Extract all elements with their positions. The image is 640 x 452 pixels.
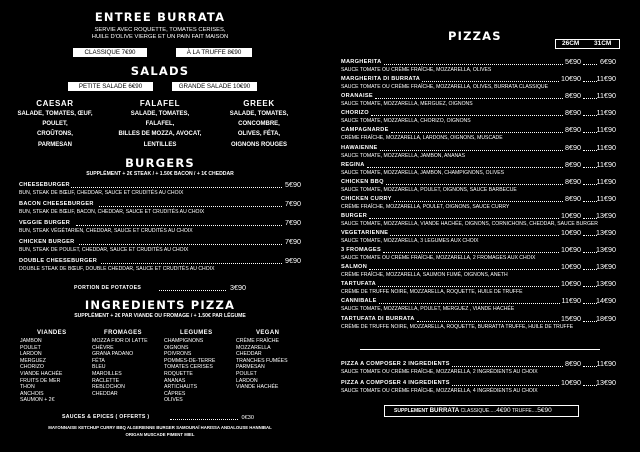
ingredient: CHEDDAR bbox=[92, 390, 118, 397]
leader-dots bbox=[583, 64, 597, 65]
pizza-price-26: 8€90 bbox=[565, 176, 581, 186]
potatoes-row bbox=[74, 285, 246, 295]
pizza-name: CHORIZO bbox=[341, 110, 369, 117]
pizza-description: SAUCE TOMATE, MOZZARELLA, CHORIZO, OIGNONS bbox=[341, 118, 471, 125]
entree-option-classique: CLASSIQUE 7€90 bbox=[73, 48, 147, 57]
burger-description: BUN, STEAK VÉGÉTARIEN, CHEDDAR, SAUCE ET CRUDITÉS AU CHOIX bbox=[19, 228, 193, 234]
leader-dots bbox=[583, 98, 597, 99]
salad-caesar-line: PARMESAN bbox=[38, 141, 72, 148]
burrata-sup-word: BURRATA bbox=[429, 407, 460, 414]
leader-dots bbox=[394, 201, 563, 202]
entree-title: ENTREE BURRATA bbox=[94, 10, 226, 24]
pizza-name: ORANAISE bbox=[341, 93, 373, 100]
ingredient: CHÈVRE bbox=[92, 344, 114, 351]
burger-price: 7€90 bbox=[285, 199, 301, 208]
leader-dots bbox=[583, 269, 597, 270]
pizza-description: SAUCE TOMATE, MOZZARELLA, POULET, MERGUEZ , VIANDE HACHÉE bbox=[341, 306, 515, 313]
pizza-price-31: 13€90 bbox=[596, 279, 616, 289]
leader-dots bbox=[583, 235, 597, 236]
sauces-label: SAUCES & EPICES ( OFFERTS ) bbox=[62, 414, 150, 420]
pizza-item bbox=[341, 380, 616, 395]
sauces-list-2: ORIGAN MUSCADE PIMENT MIEL bbox=[125, 432, 195, 437]
leader-dots bbox=[380, 150, 563, 151]
leader-dots bbox=[170, 419, 238, 420]
ingredient: JAMBON bbox=[20, 338, 42, 344]
burger-price: 7€90 bbox=[285, 218, 301, 227]
ingredient: POMMES-DE-TERRE bbox=[164, 357, 216, 364]
ingredient: OIGNONS bbox=[164, 344, 189, 351]
pizza-price-26: 10€90 bbox=[561, 74, 581, 84]
burger-price: 7€90 bbox=[285, 237, 301, 246]
leader-dots bbox=[384, 64, 564, 65]
pizza-price-26: 10€90 bbox=[561, 245, 581, 255]
burger-name: BACON CHEESEBURGER bbox=[19, 201, 94, 207]
salad-caesar-line: POULET, bbox=[42, 121, 68, 128]
pizza-description: CRÈME FRAÎCHE, MOZZARELLA, POULET, OIGNONS, SAUCE CURRY bbox=[341, 203, 510, 210]
burger-description: BUN, STEAK DE BŒUF, BACON, CHEDDAR, SAUCE ET CRUDITÉS AU CHOIX bbox=[19, 209, 205, 215]
ingredient: MOZZARELLA bbox=[236, 344, 271, 351]
ingredient: GRANA PADANO bbox=[92, 351, 134, 358]
ingredients-supplement: SUPPLÉMENT + 2€ PAR VIANDE OU FROMAGE / + 1.50€ PAR LÉGUME bbox=[74, 313, 246, 319]
ingredient: MOZZA FIOR DI LATTE bbox=[92, 338, 148, 344]
pizza-name: PIZZA A COMPOSER 2 INGREDIENTS bbox=[341, 361, 450, 367]
salad-falafel-line: BILLES DE MOZZA, AVOCAT, bbox=[118, 131, 202, 138]
pizza-item bbox=[341, 127, 616, 142]
burger-price: 9€90 bbox=[285, 256, 301, 265]
ingredient: CHEDDAR bbox=[236, 351, 262, 358]
ingredients-vegan bbox=[236, 329, 288, 391]
pizza-size-26: 26CM bbox=[562, 40, 580, 47]
burger-item bbox=[19, 239, 301, 254]
pizza-price-26: 8€90 bbox=[565, 359, 581, 368]
burrata-sup-price-truffe: 5€90 bbox=[537, 407, 552, 414]
pizza-price-26: 10€90 bbox=[561, 210, 581, 220]
leader-dots bbox=[378, 286, 559, 287]
salad-falafel-name: FALAFEL bbox=[139, 99, 181, 108]
ingredient: CÂPRES bbox=[164, 390, 186, 397]
pizza-price-26: 10€90 bbox=[561, 262, 581, 272]
ingredient: CHORIZO bbox=[20, 364, 44, 371]
salad-falafel-line: FALAFEL, bbox=[145, 121, 175, 128]
leader-dots bbox=[383, 252, 559, 253]
salad-greek-line: OIGNONS ROUGES bbox=[230, 141, 287, 148]
ingredient: TRANCHES FUMÉES bbox=[236, 357, 288, 364]
ingredient: SAUMON + 2€ bbox=[20, 397, 55, 404]
leader-dots bbox=[76, 225, 282, 226]
sauces-list-1: MAYONNAISE KETCHUP CURRY BBQ ALGERIENNE BURGER SAMOURAÏ HARISSA ANDALOUSE HANNIBAL bbox=[48, 425, 272, 430]
burger-name: DOUBLE CHEESEBURGER bbox=[19, 258, 98, 264]
salad-greek-line: SALADE, TOMATES, bbox=[229, 111, 289, 117]
pizza-name: 3 FROMAGES bbox=[341, 247, 381, 254]
pizza-name: PIZZA A COMPOSER 4 INGREDIENTS bbox=[341, 380, 450, 386]
leader-dots bbox=[452, 366, 563, 367]
salad-falafel-line: LENTILLES bbox=[143, 141, 177, 148]
burger-item bbox=[19, 220, 301, 235]
pizza-item bbox=[341, 76, 616, 91]
salad-caesar bbox=[10, 98, 100, 150]
salad-greek-name: GREEK bbox=[243, 99, 275, 108]
salad-option-petite: PETITE SALADE 6€90 bbox=[68, 82, 153, 91]
pizza-item bbox=[341, 281, 616, 296]
ingredients-fromages bbox=[92, 329, 148, 397]
leader-dots bbox=[583, 132, 597, 133]
pizza-description: SAUCE TOMATE, MOZZARELLA, 3 LEGUMES AUX CHOIX bbox=[341, 238, 479, 244]
pizza-item bbox=[341, 247, 616, 262]
ingredient: MAROILLES bbox=[92, 370, 122, 377]
pizza-name: BURGER bbox=[341, 212, 368, 219]
ingredients-legumes-title: LEGUMES bbox=[180, 330, 213, 336]
burger-description: DOUBLE STEAK DE BŒUF, DOUBLE CHEDDAR, SAUCE ET CRUDITÉS AU CHOIX bbox=[19, 266, 215, 272]
entree-desc-1: SERVIE AVEC ROQUETTE, TOMATES CERISES, bbox=[94, 27, 226, 33]
pizza-item bbox=[341, 210, 616, 228]
pizza-item bbox=[341, 298, 616, 313]
ingredient: PARMESAN bbox=[236, 364, 265, 371]
pizza-description: SAUCE TOMATE, MOZZARELLA, JAMBON, ANANAS bbox=[341, 152, 465, 159]
pizza-price-31: 18€90 bbox=[596, 313, 616, 323]
pizza-name: CAMPAGNARDE bbox=[341, 127, 389, 134]
ingredient: MERGUEZ bbox=[20, 357, 46, 364]
entree-desc-2: HUILE D'OLIVE VIERGE ET UN PAIN FAIT MAISON bbox=[91, 34, 229, 40]
pizza-item bbox=[341, 110, 616, 125]
pizza-name: CANNIBALE bbox=[341, 298, 377, 305]
leader-dots bbox=[371, 115, 563, 116]
pizza-price-31: 13€90 bbox=[596, 378, 616, 387]
ingredient: POULET bbox=[20, 344, 41, 351]
ingredients-viandes-title: VIANDES bbox=[37, 330, 67, 336]
leader-dots bbox=[71, 187, 282, 188]
pizza-description: CRÈME DE TRUFFE NOIRE, MOZZARELLA, ROQUETTE, BURRATTA TRUFFE, HUILE DE TRUFFE bbox=[341, 323, 574, 330]
ingredient: LARDON bbox=[20, 351, 42, 358]
ingredient: TOMATES CERISES bbox=[164, 364, 213, 371]
potatoes-label: PORTION DE POTATOES bbox=[74, 285, 142, 291]
burgers-supplement: SUPPLÉMENT + 2€ STEAK / + 1.50€ BACON / + 1€ CHEDDAR bbox=[86, 171, 234, 177]
pizza-item bbox=[341, 93, 616, 108]
salad-caesar-name: CAESAR bbox=[36, 99, 74, 108]
leader-dots bbox=[583, 167, 597, 168]
pizza-name: MARGHERITA bbox=[341, 59, 382, 65]
salad-option-grande: GRANDE SALADE 10€90 bbox=[172, 82, 257, 91]
pizza-item bbox=[341, 59, 616, 74]
pizza-price-31: 14€90 bbox=[596, 296, 616, 306]
pizza-description: CRÈME DE TRUFFE NOIRE, MOZZARELLA, ROQUETTE, HUILE DE TRUFFE bbox=[341, 289, 523, 296]
pizza-name: VEGETARIENNE bbox=[341, 230, 389, 236]
leader-dots bbox=[367, 167, 563, 168]
ingredient: POULET bbox=[236, 370, 257, 377]
salad-greek-line: CONCOMBRE, bbox=[238, 121, 280, 128]
ingredients-legumes bbox=[164, 329, 215, 404]
pizza-description: SAUCE TOMATE OU CRÈME FRAÎCHE, MOZZARELLA, 2 INGRÉDIENTS AU CHOIX bbox=[341, 369, 538, 375]
pizza-description: SAUCE TOMATE, MOZZARELLA, MERGUEZ, OIGNONS bbox=[341, 101, 473, 108]
burger-name: VEGGIE BURGER bbox=[19, 220, 71, 226]
sauces-row bbox=[62, 414, 254, 424]
pizza-description: SAUCE TOMATE OU CRÈME FRAÎCHE, MOZZARELLA, 4 INGRÉDIENTS AU CHOIX bbox=[341, 388, 538, 394]
leader-dots bbox=[369, 269, 559, 270]
leader-dots bbox=[386, 184, 563, 185]
pizza-name: TARTUFATA bbox=[341, 281, 377, 288]
pizza-name: SALMON bbox=[341, 264, 368, 271]
pizza-description: SAUCE TOMATE OU CRÈME FRAÎCHE, MOZZARELLA, OLIVES, BURRATA CLASSIQUE bbox=[341, 84, 548, 91]
potatoes-price: 3€90 bbox=[230, 283, 246, 292]
pizza-price-31: 11€90 bbox=[596, 359, 616, 368]
pizza-price-26: 8€90 bbox=[565, 91, 581, 101]
pizza-price-31: 13€90 bbox=[596, 210, 616, 220]
burger-name: CHICKEN BURGER bbox=[19, 239, 75, 245]
pizza-name: TARTUFATA DI BURRATA bbox=[341, 315, 415, 322]
ingredient: VIANDE HACHÉE bbox=[20, 370, 63, 377]
pizza-size-header bbox=[555, 39, 620, 49]
entree-option-truffe: À LA TRUFFE 8€90 bbox=[176, 48, 252, 57]
ingredient: ANCHOIS bbox=[20, 390, 44, 397]
pizza-price-26: 5€90 bbox=[565, 57, 581, 66]
pizza-price-31: 13€90 bbox=[596, 262, 616, 272]
salad-greek-line: OLIVES, FÉTA, bbox=[237, 131, 281, 138]
burgers-title: BURGERS bbox=[125, 156, 195, 170]
pizza-description: CRÈME FRAÎCHE, MOZZARELLA, SAUMON FUMÉ, OIGNONS, ANETH bbox=[341, 272, 508, 279]
pizza-price-26: 15€90 bbox=[561, 313, 581, 323]
burrata-sup-truffe: TRUFFE bbox=[511, 408, 532, 414]
leader-dots bbox=[391, 132, 563, 133]
leader-dots bbox=[583, 218, 597, 219]
burger-description: BUN, STEAK DE POULET, CHEDDAR, SAUCE ET CRUDITÉS AU CHOIX bbox=[19, 247, 189, 253]
ingredient: FRUITS DE MER bbox=[20, 377, 61, 384]
pizza-price-31: 13€90 bbox=[596, 228, 616, 237]
pizza-price-31: 13€90 bbox=[596, 245, 616, 255]
pizza-item bbox=[341, 264, 616, 279]
salad-falafel bbox=[110, 98, 210, 150]
ingredients-fromages-title: FROMAGES bbox=[104, 330, 142, 336]
ingredients-vegan-title: VEGAN bbox=[256, 330, 280, 336]
pizza-price-31: 11€90 bbox=[596, 74, 616, 84]
pizza-price-31: 6€90 bbox=[600, 57, 616, 66]
pizza-item bbox=[341, 142, 616, 160]
ingredient: FÉTA bbox=[92, 357, 105, 364]
leader-dots bbox=[375, 98, 563, 99]
pizza-item bbox=[341, 176, 616, 194]
pizza-price-26: 8€90 bbox=[565, 125, 581, 135]
salads-title: SALADS bbox=[130, 64, 190, 78]
leader-dots bbox=[417, 321, 559, 322]
pizza-description: SAUCE TOMATE OU CRÈME FRAÎCHE, MOZZARELLA, OLIVES bbox=[341, 67, 492, 73]
ingredient: REBLOCHON bbox=[92, 384, 125, 391]
leader-dots bbox=[583, 184, 597, 185]
burger-price: 5€90 bbox=[285, 180, 301, 189]
ingredient: THON bbox=[20, 384, 35, 391]
leader-dots bbox=[452, 385, 559, 386]
ingredient: POIVRONS bbox=[164, 351, 192, 358]
pizza-price-31: 11€90 bbox=[596, 193, 616, 203]
pizza-item bbox=[341, 361, 616, 376]
pizza-price-31: 11€90 bbox=[596, 91, 616, 101]
burger-item bbox=[19, 258, 301, 273]
pizza-price-26: 8€90 bbox=[565, 193, 581, 203]
pizza-name: MARGHERITA DI BURRATA bbox=[341, 76, 421, 83]
pizza-item bbox=[341, 313, 616, 331]
leader-dots bbox=[583, 303, 597, 304]
pizzas-title: PIZZAS bbox=[448, 29, 502, 43]
pizza-name: CHICKEN BBQ bbox=[341, 178, 384, 185]
leader-dots bbox=[583, 115, 597, 116]
ingredients-title: INGREDIENTS PIZZA bbox=[84, 298, 236, 312]
sauces-price: 0€30 bbox=[241, 415, 254, 421]
burger-item bbox=[19, 182, 301, 197]
pizza-price-26: 8€90 bbox=[565, 108, 581, 118]
pizza-price-31: 11€90 bbox=[596, 108, 616, 118]
pizza-price-31: 11€90 bbox=[596, 142, 616, 152]
burrata-supplement-box: SUPPLEMENT BURRATA CLASSIQUE.....4€90 TRUFFE....5€90 bbox=[384, 405, 579, 417]
pizza-description: SAUCE TOMATE, MOZZARELLA, JAMBON, CHAMPIGNONS, OLIVES bbox=[341, 169, 505, 176]
ingredients-viandes bbox=[20, 329, 66, 404]
leader-dots bbox=[583, 385, 597, 386]
ingredient: ROQUETTE bbox=[164, 370, 193, 377]
burrata-sup-label: SUPPLEMENT bbox=[394, 408, 429, 414]
pizza-price-31: 11€90 bbox=[596, 159, 616, 169]
pizza-price-31: 11€90 bbox=[596, 176, 616, 186]
ingredient: LARDON bbox=[236, 377, 258, 384]
burrata-sup-price-classique: 4€90 bbox=[496, 407, 511, 414]
pizza-price-26: 8€90 bbox=[565, 159, 581, 169]
ingredient: ARTICHAUTS bbox=[164, 384, 198, 391]
leader-dots bbox=[583, 201, 597, 202]
pizza-price-26: 11€90 bbox=[561, 296, 581, 306]
leader-dots bbox=[99, 206, 282, 207]
pizza-price-26: 8€90 bbox=[565, 142, 581, 152]
salad-greek bbox=[214, 98, 304, 150]
pizza-description: SAUCE TOMATE OU CRÈME FRAÎCHE, MOZZARELLA, 2 FROMAGES AUX CHOIX bbox=[341, 255, 536, 262]
leader-dots bbox=[369, 218, 559, 219]
ingredient: VIANDE HACHÉE bbox=[236, 384, 279, 391]
leader-dots bbox=[583, 81, 597, 82]
pizza-name: REGINA bbox=[341, 161, 365, 168]
pizza-description: SAUCE TOMATE, MOZZARELLA, POULET, OIGNONS, SAUCE BARBECUE bbox=[341, 186, 517, 193]
pizza-price-26: 10€90 bbox=[561, 279, 581, 289]
ingredient: RACLETTE bbox=[92, 377, 120, 384]
leader-dots bbox=[379, 303, 560, 304]
pizza-name: CHICKEN CURRY bbox=[341, 195, 392, 202]
leader-dots bbox=[583, 321, 597, 322]
pizza-name: HAWAIENNE bbox=[341, 144, 378, 151]
ingredient: CHAMPIGNONS bbox=[164, 338, 204, 344]
pizza-price-31: 11€90 bbox=[596, 125, 616, 135]
ingredient: CRÈME FRAÎCHE bbox=[236, 338, 279, 344]
salad-falafel-line: SALADE, TOMATES, bbox=[130, 111, 190, 117]
ingredient: BLEU bbox=[92, 364, 106, 371]
leader-dots bbox=[159, 290, 226, 291]
leader-dots bbox=[583, 366, 597, 367]
pizza-price-26: 10€90 bbox=[561, 378, 581, 387]
pizza-description: SAUCE TOMATE, MOZZARELLA, VIANDE HACHÉE, OIGNONS, CORNICHONS, CHEDDAR, SAUCE BURGER bbox=[341, 220, 598, 227]
leader-dots bbox=[583, 286, 597, 287]
leader-dots bbox=[101, 263, 282, 264]
pizza-description: CRÈME FRAÎCHE, MOZZARELLA, LARDONS, OIGNONS, MUSCADE bbox=[341, 135, 503, 142]
salad-caesar-line: CROÛTONS, bbox=[37, 131, 73, 138]
leader-dots bbox=[422, 81, 559, 82]
leader-dots bbox=[583, 150, 597, 151]
pizza-item bbox=[341, 230, 616, 245]
leader-dots bbox=[390, 235, 559, 236]
burger-description: BUN, STEAK DE BŒUF, CHEDDAR, SAUCE ET CRUDITÉS AU CHOIX bbox=[19, 190, 184, 196]
burger-name: CHEESEBURGER bbox=[19, 182, 70, 188]
burrata-sup-classique: CLASSIQUE bbox=[460, 408, 490, 414]
salad-caesar-line: SALADE, TOMATES, ŒUF, bbox=[17, 111, 93, 117]
pizza-item bbox=[341, 193, 616, 211]
pizza-price-26: 10€90 bbox=[561, 228, 581, 237]
divider bbox=[360, 349, 600, 350]
pizza-size-31: 31CM bbox=[594, 40, 612, 47]
ingredient: OLIVES bbox=[164, 397, 183, 404]
pizza-item bbox=[341, 159, 616, 177]
burger-item bbox=[19, 201, 301, 216]
ingredient: ANANAS bbox=[164, 377, 186, 384]
leader-dots bbox=[79, 244, 282, 245]
leader-dots bbox=[583, 252, 597, 253]
